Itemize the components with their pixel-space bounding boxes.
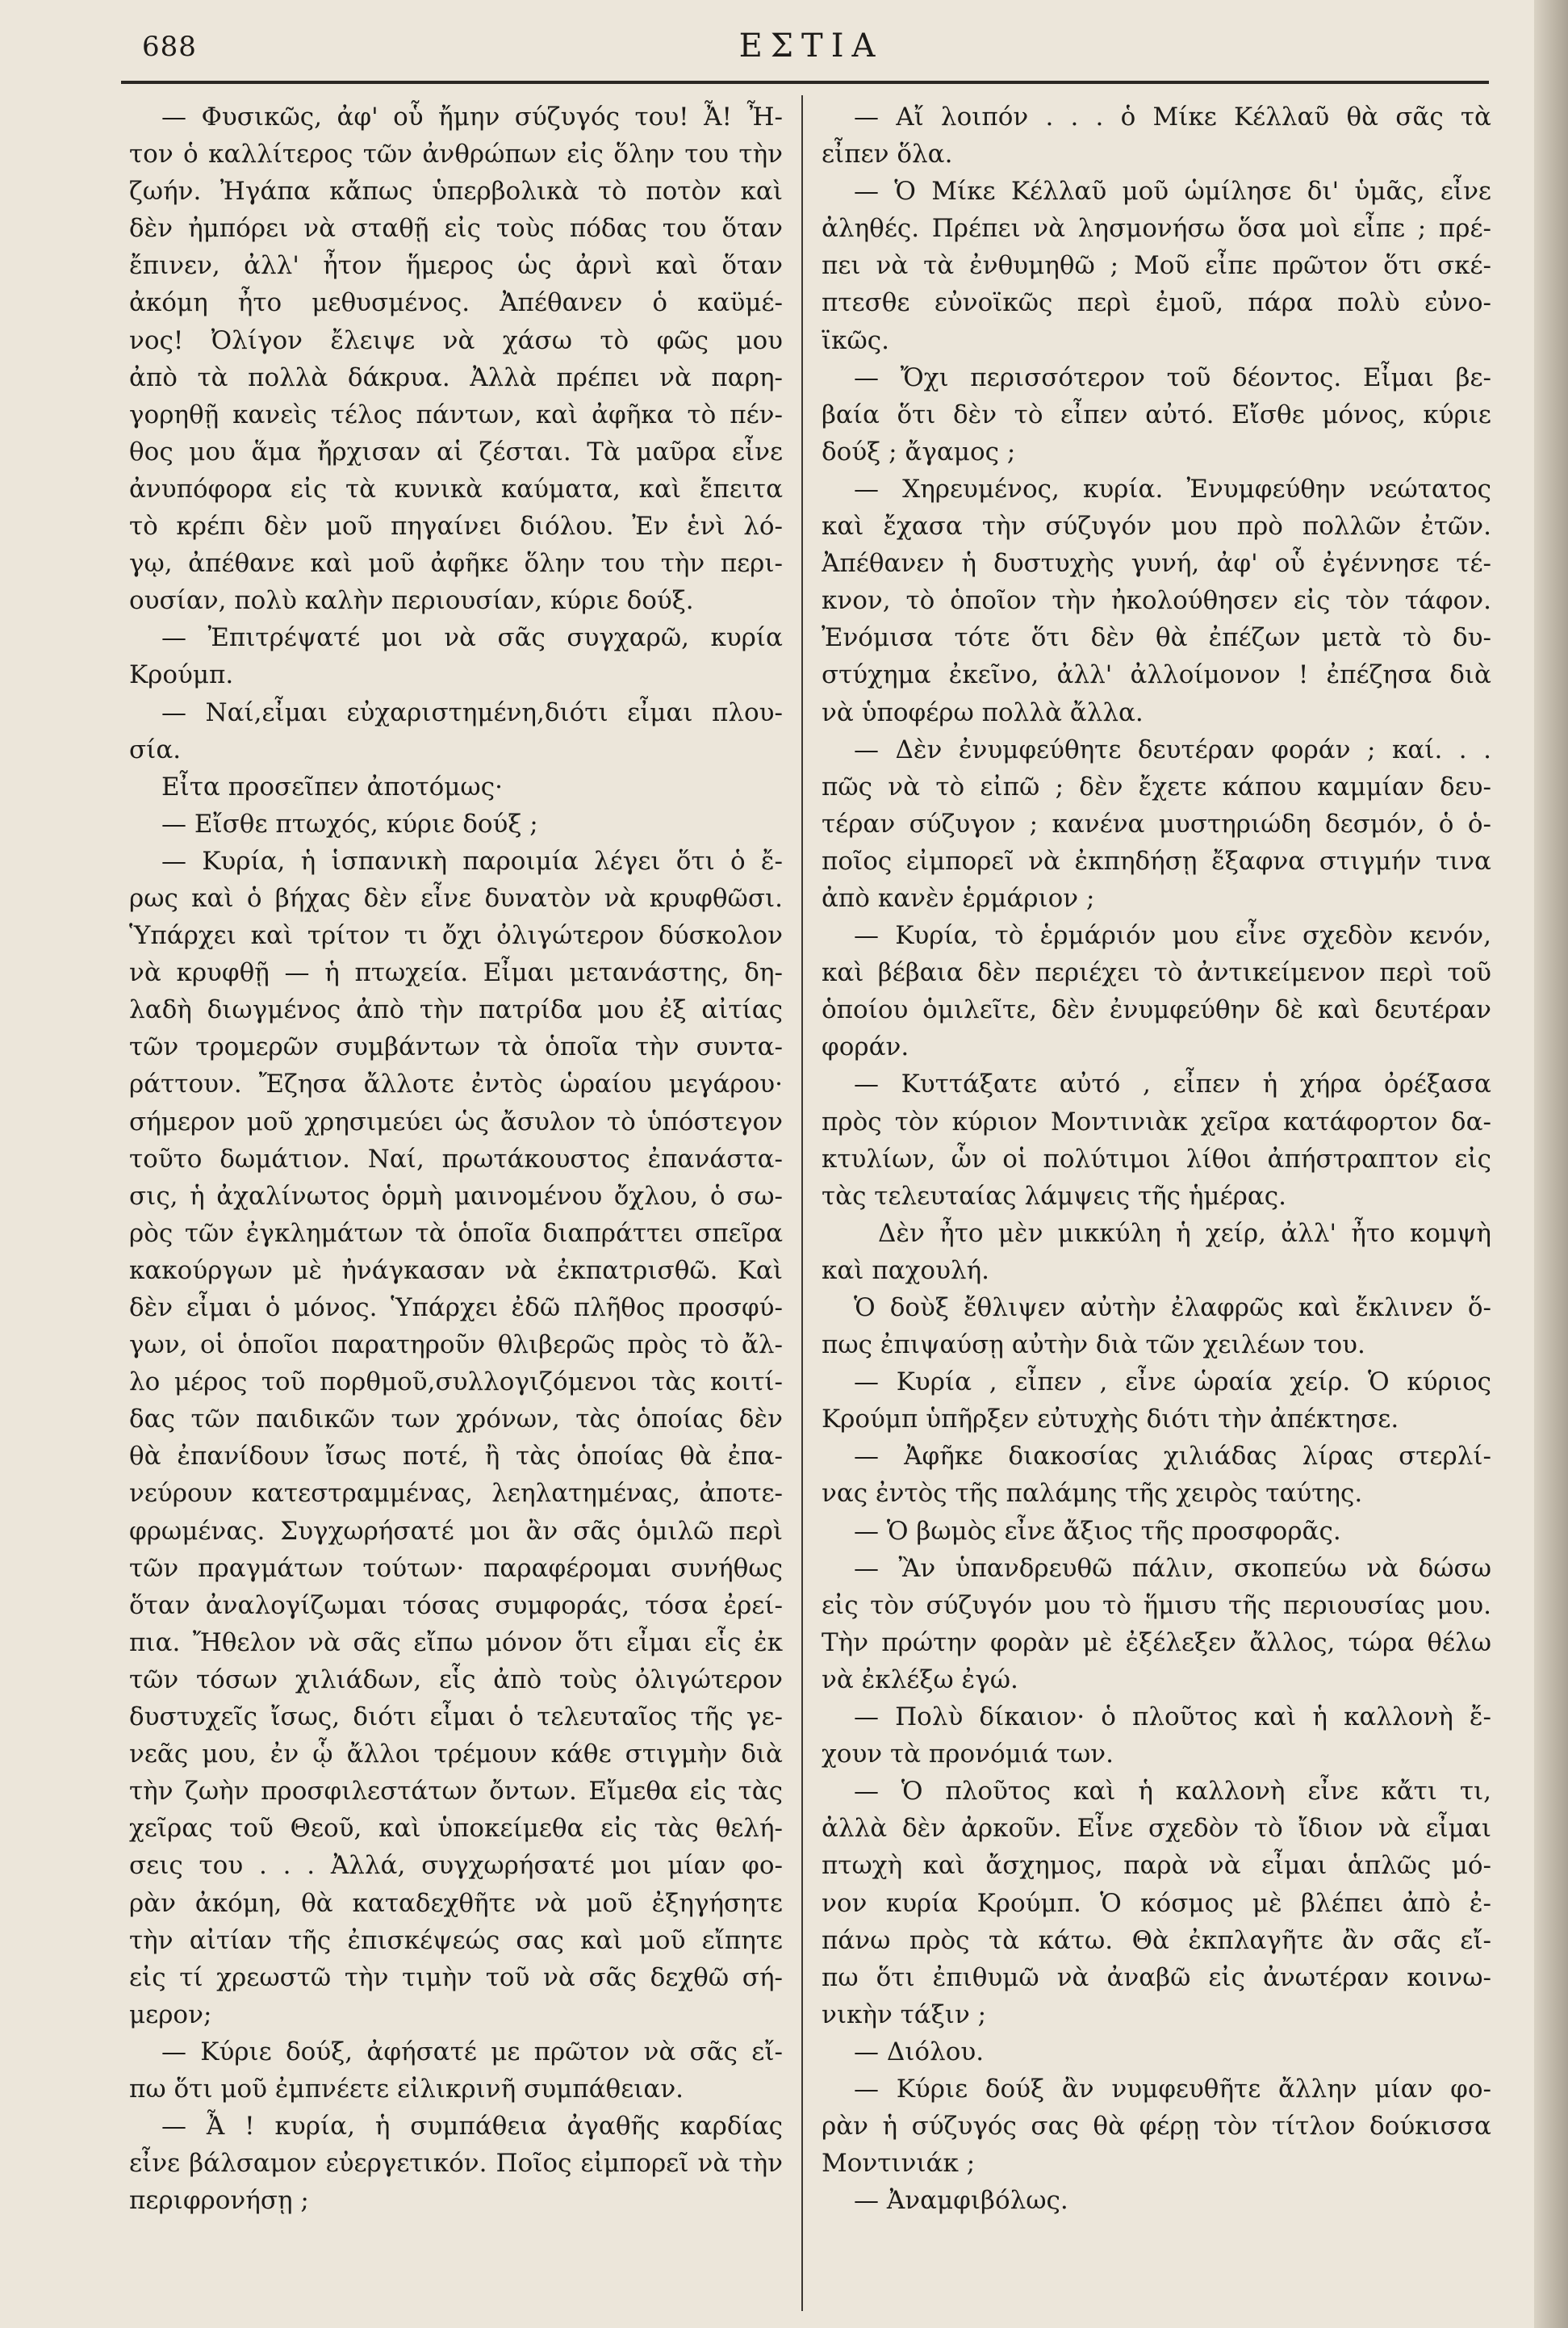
text-line: καὶ ἔχασα τὴν σύζυγόν μου πρὸ πολλῶν ἐτῶν. — [822, 512, 1491, 542]
text-line: — Κύριε δούξ, ἀφήσατέ με πρῶτον νὰ σᾶς εἴ- — [161, 2037, 783, 2066]
text-line: — Χηρευμένος, κυρία. Ἐνυμφεύθην νεώτατος — [854, 474, 1491, 504]
text-line: πτωχὴ καὶ ἄσχημος, παρὰ νὰ εἶμαι ἁπλῶς μό- — [822, 1851, 1491, 1881]
text-line: πως ἐπιψαύσῃ αὐτὴν διὰ τῶν χειλέων του. — [822, 1330, 1365, 1360]
text-line: νον κυρία Κρούμπ. Ὁ κόσμος μὲ βλέπει ἀπὸ ἐ- — [822, 1888, 1491, 1918]
text-line: ράττουν. Ἔζησα ἄλλοτε ἐντὸς ὡραίου μεγάρου· — [129, 1070, 783, 1099]
text-line: — Ἆ ! κυρία, ἡ συμπάθεια ἀγαθῆς καρδίας — [161, 2112, 783, 2142]
text-line: νικὴν τάξιν ; — [822, 1999, 987, 2029]
text-line: ρως καὶ ὁ βήχας δὲν εἶνε δυνατὸν νὰ κρυφθῶσι. — [129, 883, 783, 913]
text-line: — Ὁ πλοῦτος καὶ ἡ καλλονὴ εἶνε κἄτι τι, — [854, 1777, 1491, 1807]
text-line: — Κυρία, τὸ ἑρμάριόν μου εἶνε σχεδὸν κενόν, — [854, 921, 1491, 951]
text-line: κακούργων μὲ ἠνάγκασαν νὰ ἐκπατρισθῶ. Καὶ — [129, 1255, 783, 1285]
text-line: — Ἐπιτρέψατέ μοι νὰ σᾶς συγχαρῶ, κυρία — [161, 623, 783, 653]
column-divider — [801, 95, 803, 2311]
text-line: πια. Ἤθελον νὰ σᾶς εἴπω μόνον ὅτι εἶμαι εἷς ἐκ — [129, 1627, 783, 1657]
text-line: λαδὴ διωγμένος ἀπὸ τὴν πατρίδα μου ἐξ αἰτίας — [129, 995, 783, 1025]
text-line: — Κυρία, ἡ ἱσπανικὴ παροιμία λέγει ὅτι ὁ ἔ- — [161, 846, 783, 876]
text-line: πτεσθε εὐνοϊκῶς περὶ ἐμοῦ, πάρα πολὺ εὐνο- — [822, 288, 1491, 318]
text-line: πει νὰ τὰ ἐνθυμηθῶ ; Μοῦ εἶπε πρῶτον ὅτι σκέ- — [822, 251, 1491, 281]
text-line: Μοντινιάκ ; — [822, 2149, 976, 2179]
text-line: πω ὅτι ἐπιθυμῶ νὰ ἀναβῶ εἰς ἀνωτέραν κοινω- — [822, 1962, 1491, 1992]
text-line: τοῦτο δωμάτιον. Ναί, πρωτάκουστος ἐπανάστα- — [129, 1144, 783, 1174]
text-line: κνον, τὸ ὁποῖον τὴν ἠκολούθησεν εἰς τὸν τάφον. — [822, 586, 1491, 616]
text-line: — Κυρία , εἶπεν , εἶνε ὡραία χείρ. Ὁ κύριος — [854, 1367, 1491, 1397]
text-line: λο μέρος τοῦ πορθμοῦ,συλλογιζόμενοι τὰς κοιτί- — [129, 1367, 783, 1397]
text-line: ρὸς τῶν ἐγκλημάτων τὰ ὁποῖα διαπράττει σπεῖρα — [129, 1218, 783, 1248]
text-line: περιφρονήσῃ ; — [129, 2186, 309, 2216]
text-line: δας τῶν παιδικῶν των χρόνων, τὰς ὁποίας δὲν — [129, 1405, 783, 1434]
text-line: Κρούμπ. — [129, 660, 234, 690]
text-line: Ἐνόμισα τότε ὅτι δὲν θὰ ἐπέζων μετὰ τὸ δυ- — [822, 623, 1491, 653]
text-line: νὰ ἐκλέξω ἐγώ. — [822, 1664, 1018, 1694]
text-line: — Ἀφῆκε διακοσίας χιλιάδας λίρας στερλί- — [854, 1442, 1491, 1472]
text-line: Ἀπέθανεν ἡ δυστυχὴς γυνή, ἀφ' οὗ ἐγέννησε τέ- — [822, 549, 1491, 579]
text-line: σεις του . . . Ἀλλά, συγχωρήσατέ μοι μίαν φο- — [129, 1851, 783, 1881]
text-line: τῶν τρομερῶν συμβάντων τὰ ὁποῖα τὴν συντα- — [129, 1032, 783, 1062]
text-line: ἀληθές. Πρέπει νὰ λησμονήσω ὅσα μοὶ εἶπε ; πρέ- — [822, 214, 1491, 244]
text-line: νεᾶς μου, ἐν ᾧ ἄλλοι τρέμουν κάθε στιγμὴν διὰ — [129, 1740, 783, 1769]
text-line: σία. — [129, 735, 182, 764]
text-line: γων, οἱ ὁποῖοι παρατηροῦν θλιβερῶς πρὸς τὸ ἄλ- — [129, 1330, 783, 1360]
text-line: — Ἂν ὑπανδρευθῶ πάλιν, σκοπεύω νὰ δώσω — [854, 1553, 1491, 1583]
page-header — [129, 24, 1493, 73]
text-line: Δὲν ἦτο μὲν μικκύλη ἡ χείρ, ἀλλ' ἦτο κομψὴ — [878, 1218, 1491, 1248]
text-line: πρὸς τὸν κύριον Μοντινιὰκ χεῖρα κατάφορτον δα- — [822, 1107, 1491, 1137]
text-line: θὰ ἐπανίδουν ἴσως ποτέ, ἢ τὰς ὁποίας θὰ ἐπα- — [129, 1442, 783, 1472]
text-line: — Κύριε δούξ ἂν νυμφευθῆτε ἄλλην μίαν φο- — [854, 2074, 1491, 2104]
text-line: — Φυσικῶς, ἀφ' οὗ ἤμην σύζυγός του! Ἆ! Ἦ- — [161, 103, 783, 132]
text-line: δὲν εἶμαι ὁ μόνος. Ὑπάρχει ἐδῶ πλῆθος προσφύ- — [129, 1293, 783, 1322]
text-line: τὰς τελευταίας λάμψεις τῆς ἡμέρας. — [822, 1181, 1287, 1211]
text-line: ἀπὸ τὰ πολλὰ δάκρυα. Ἀλλὰ πρέπει νὰ παρη- — [129, 362, 783, 392]
text-line: νας ἐντὸς τῆς παλάμης τῆς χειρὸς ταύτης. — [822, 1479, 1363, 1509]
text-line: — Διόλου. — [854, 2037, 985, 2066]
text-line: χεῖρας τοῦ Θεοῦ, καὶ ὑποκείμεθα εἰς τὰς θελή- — [129, 1814, 783, 1844]
text-line: τῶν τόσων χιλιάδων, εἷς ἀπὸ τοὺς ὀλιγώτερον — [129, 1664, 783, 1694]
text-line: ϊκῶς. — [822, 325, 890, 355]
binding-gutter — [1534, 0, 1568, 2328]
text-line: τὸ κρέπι δὲν μοῦ πηγαίνει διόλου. Ἐν ἑνὶ λό- — [129, 512, 783, 542]
header-rule — [121, 81, 1489, 84]
text-line: σις, ἡ ἀχαλίνωτος ὁρμὴ μαινομένου ὄχλου, ὁ σω- — [129, 1181, 783, 1211]
page-number: 688 — [142, 31, 197, 63]
text-line: φοράν. — [822, 1032, 909, 1062]
text-line: θος μου ἅμα ἤρχισαν αἱ ζέσται. Τὰ μαῦρα εἶνε — [129, 437, 783, 467]
text-line: εἰς τὸν σύζυγόν μου τὸ ἥμισυ τῆς περιουσίας μου. — [822, 1590, 1491, 1620]
text-line: Τὴν πρώτην φορὰν μὲ ἐξέλεξεν ἄλλος, τώρα θέλω — [822, 1627, 1491, 1657]
text-line: — Ναί,εἶμαι εὐχαριστημένη,διότι εἶμαι πλου- — [161, 697, 783, 727]
text-line: εἶπεν ὅλα. — [822, 140, 953, 170]
text-line: δυστυχεῖς ἴσως, διότι εἶμαι ὁ τελευταῖος τῆς γε- — [129, 1702, 783, 1732]
text-line: στύχημα ἐκεῖνο, ἀλλ' ἀλλοίμονον ! ἐπέζησα διὰ — [822, 660, 1491, 690]
text-line: — Κυττάξατε αὐτό , εἶπεν ἡ χήρα ὀρέξασα — [854, 1070, 1491, 1099]
text-line: τὴν ζωὴν προσφιλεστάτων ὄντων. Εἴμεθα εἰς τὰς — [129, 1777, 783, 1807]
text-line: — Ὁ Μίκε Κέλλαῦ μοῦ ὡμίλησε δι' ὑμᾶς, εἶνε — [854, 177, 1491, 207]
running-title: ΕΣΤΙΑ — [738, 27, 884, 65]
text-line: ὁποίου ὁμιλεῖτε, δὲν ἐνυμφεύθην δὲ καὶ δευτέραν — [822, 995, 1491, 1025]
text-line: πω ὅτι μοῦ ἐμπνέετε εἰλικρινῆ συμπάθειαν. — [129, 2074, 684, 2104]
text-line: Κρούμπ ὑπῆρξεν εὐτυχὴς διότι τὴν ἀπέκτησε. — [822, 1405, 1399, 1434]
text-line: νος! Ὀλίγον ἔλειψε νὰ χάσω τὸ φῶς μου — [129, 325, 783, 355]
text-line: φρωμένας. Συγχωρήσατέ μοι ἂν σᾶς ὁμιλῶ περὶ — [129, 1516, 783, 1546]
text-line: καὶ βέβαια δὲν περιέχει τὸ ἀντικείμενον περὶ τοῦ — [822, 958, 1491, 988]
text-line: ζωήν. Ἠγάπα κἄπως ὑπερβολικὰ τὸ ποτὸν καὶ — [129, 177, 783, 207]
text-line: Εἶτα προσεῖπεν ἀποτόμως· — [161, 772, 503, 802]
text-line: ρὰν ἀκόμη, θὰ καταδεχθῆτε νὰ μοῦ ἐξηγήσητε — [129, 1888, 783, 1918]
text-line: — Εἴσθε πτωχός, κύριε δούξ ; — [161, 809, 538, 839]
text-line: τέραν σύζυγον ; κανένα μυστηριώδη δεσμόν, ὁ ὁ- — [822, 809, 1491, 839]
text-line: νὰ κρυφθῇ — ἡ πτωχεία. Εἶμαι μετανάστης, δη- — [129, 958, 783, 988]
text-line: νὰ ὑποφέρω πολλὰ ἄλλα. — [822, 697, 1144, 727]
text-line: ρὰν ἡ σύζυγός σας θὰ φέρῃ τὸν τίτλον δούκισσα — [822, 2112, 1491, 2142]
text-line: τὴν αἰτίαν τῆς ἐπισκέψεώς σας καὶ μοῦ εἴπητε — [129, 1925, 783, 1955]
text-line: γῳ, ἀπέθανε καὶ μοῦ ἀφῆκε ὅλην του τὴν περι- — [129, 549, 783, 579]
text-line: τον ὁ καλλίτερος τῶν ἀνθρώπων εἰς ὅλην του τὴν — [129, 140, 783, 170]
text-line: γορηθῇ κανεὶς τέλος πάντων, καὶ ἀφῆκα τὸ πέν- — [129, 400, 783, 429]
text-line: ἀνυπόφορα εἰς τὰ κυνικὰ καύματα, καὶ ἔπειτα — [129, 474, 783, 504]
text-line: τῶν πραγμάτων τούτων· παραφέρομαι συνήθως — [129, 1553, 783, 1583]
text-line: Ὑπάρχει καὶ τρίτον τι ὄχι ὀλιγώτερον δύσκολον — [129, 921, 783, 951]
text-line: σήμερον μοῦ χρησιμεύει ὡς ἄσυλον τὸ ὑπόστεγον — [129, 1107, 783, 1137]
text-line: μερον; — [129, 1999, 212, 2029]
text-line: — Πολὺ δίκαιον· ὁ πλοῦτος καὶ ἡ καλλονὴ ἔ- — [854, 1702, 1491, 1732]
text-line: — Ἀναμφιβόλως. — [854, 2186, 1068, 2216]
text-line: νεύρουν κατεστραμμένας, λεηλατημένας, ἀποτε- — [129, 1479, 783, 1509]
text-line: — Ὄχι περισσότερον τοῦ δέοντος. Εἶμαι βε- — [854, 362, 1491, 392]
text-line: εἰς τί χρεωστῶ τὴν τιμὴν τοῦ νὰ σᾶς δεχθῶ σή- — [129, 1962, 783, 1992]
text-line: — Ὁ βωμὸς εἶνε ἄξιος τῆς προσφορᾶς. — [854, 1516, 1341, 1546]
text-line: ἀπὸ κανὲν ἑρμάριον ; — [822, 883, 1095, 913]
text-line: ποῖος εἰμπορεῖ νὰ ἐκπηδήσῃ ἔξαφνα στιγμήν τινα — [822, 846, 1491, 876]
text-line: εἶνε βάλσαμον εὐεργετικόν. Ποῖος εἰμπορεῖ νὰ τὴν — [129, 2149, 783, 2179]
text-line: δὲν ἠμπόρει νὰ σταθῇ εἰς τοὺς πόδας του ὅταν — [129, 214, 783, 244]
text-line: βαία ὅτι δὲν τὸ εἶπεν αὐτό. Εἴσθε μόνος, κύριε — [822, 400, 1491, 429]
text-line: Ὁ δοὺξ ἔθλιψεν αὐτὴν ἐλαφρῶς καὶ ἔκλινεν ὅ- — [854, 1293, 1491, 1322]
text-line: — Αἴ λοιπόν . . . ὁ Μίκε Κέλλαῦ θὰ σᾶς τὰ — [854, 103, 1491, 132]
text-line: — Δὲν ἐνυμφεύθητε δευτέραν φοράν ; καί. . . — [854, 735, 1491, 764]
text-line: ὅταν ἀναλογίζωμαι τόσας συμφοράς, τόσα ἐρεί- — [129, 1590, 783, 1620]
text-line: ἀλλὰ δὲν ἀρκοῦν. Εἶνε σχεδὸν τὸ ἴδιον νὰ εἶμαι — [822, 1814, 1491, 1844]
text-line: πῶς νὰ τὸ εἰπῶ ; δὲν ἔχετε κάπου καμμίαν δευ- — [822, 772, 1491, 802]
right-text-column — [822, 98, 1491, 2219]
text-line: ἔπινεν, ἀλλ' ἦτον ἥμερος ὡς ἀρνὶ καὶ ὅταν — [129, 251, 783, 281]
text-line: δούξ ; ἄγαμος ; — [822, 437, 1016, 467]
text-line: χουν τὰ προνόμιά των. — [822, 1740, 1114, 1769]
text-line: πάνω πρὸς τὰ κάτω. Θὰ ἐκπλαγῆτε ἂν σᾶς εἴ- — [822, 1925, 1491, 1955]
text-line: καὶ παχουλή. — [822, 1255, 989, 1285]
left-text-column — [129, 98, 783, 2219]
text-line: κτυλίων, ὧν οἱ πολύτιμοι λίθοι ἀπήστραπτον εἰς — [822, 1144, 1491, 1174]
text-line: ουσίαν, πολὺ καλὴν περιουσίαν, κύριε δούξ. — [129, 586, 694, 616]
text-line: ἀκόμη ἦτο μεθυσμένος. Ἀπέθανεν ὁ καϋμέ- — [129, 288, 783, 318]
